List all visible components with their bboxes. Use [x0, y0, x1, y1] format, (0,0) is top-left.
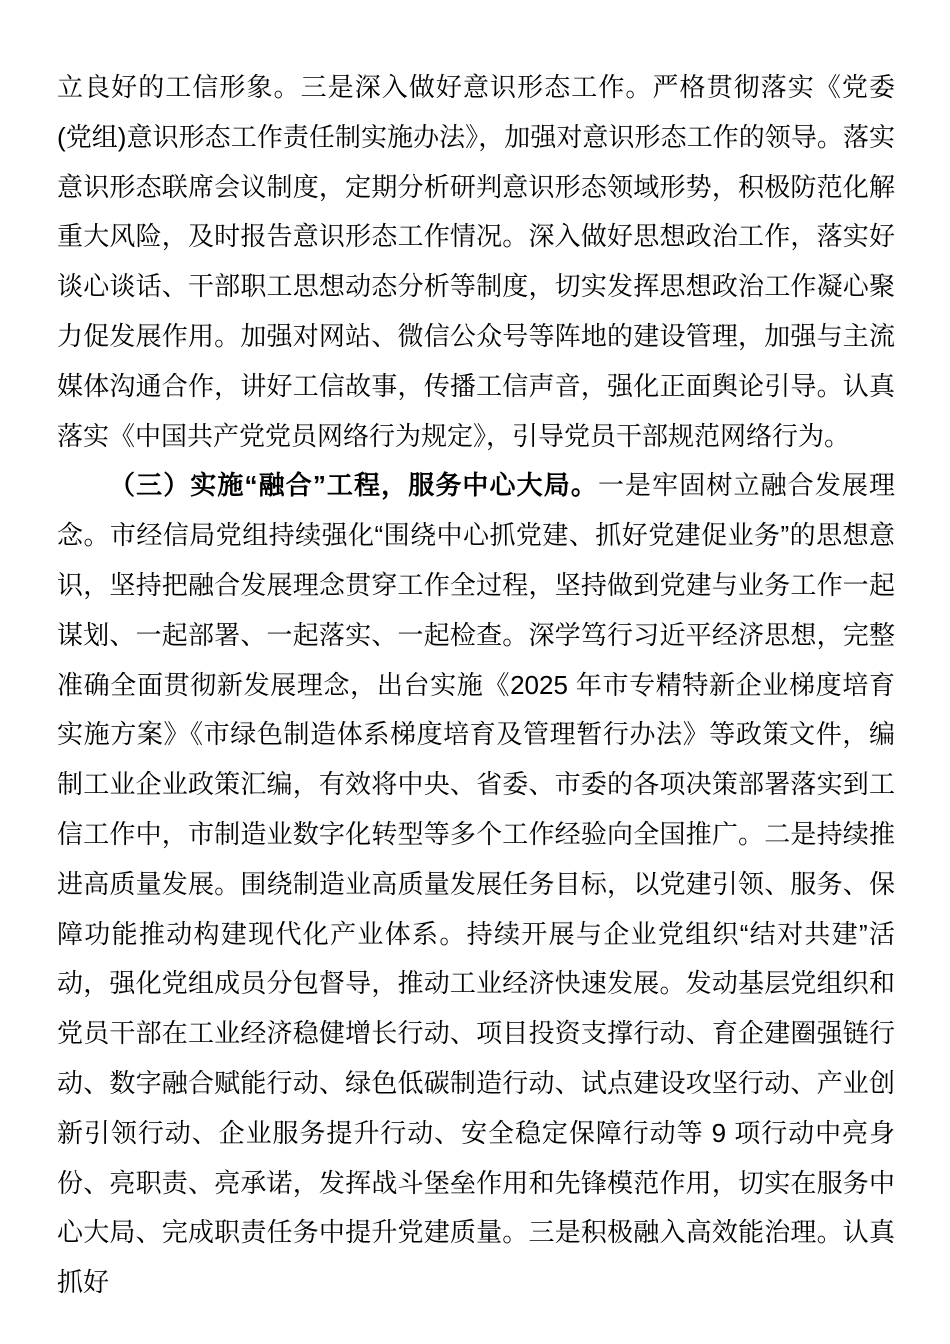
body-paragraph [57, 461, 895, 1308]
paragraph-text: 一是牢固树立融合发展理念。市经信局党组持续强化“围绕中心抓党建、抓好党建促业务”的思想意识，坚持把融合发展理念贯穿工作全过程，坚持做到党建与业务工作一起谋划、一起部署、一起落实、一起检查。深学笃行习近平经济思想，完整准确全面贯彻新发展理念，出台实施《2025 年市专精特新企业梯度培育实施方案》《市绿色制造体系梯度培育及管理暂行办法》等政策文件，编制工业企业政策汇编，有效将中央、省委、市委的各项决策部署落实到工信工作中，市制造业数字化转型等多个工作经验向全国推广。二是持续推进高质量发展。围绕制造业高质量发展任务目标，以党建引领、服务、保障功能推动构建现代化产业体系。持续开展与企业党组织“结对共建”活动，强化党组成员分包督导，推动工业经济快速发展。发动基层党组织和党员干部在工业经济稳健增长行动、项目投资支撑行动、育企建圈强链行动、数字融合赋能行动、绿色低碳制造行动、试点建设攻坚行动、产业创新引领行动、企业服务提升行动、安全稳定保障行动等 9 项行动中亮身份、亮职责、亮承诺，发挥战斗堡垒作用和先锋模范作用，切实在服务中心大局、完成职责任务中提升党建质量。三是积极融入高效能治理。认真抓好 [57, 470, 895, 1298]
body-paragraph [57, 63, 895, 461]
document-body [57, 63, 895, 1308]
section-heading-bold: （三）实施“融合”工程，服务中心大局。 [109, 470, 598, 501]
paragraph-text: 立良好的工信形象。三是深入做好意识形态工作。严格贯彻落实《党委(党组)意识形态工作责任制实施办法》，加强对意识形态工作的领导。落实意识形态联席会议制度，定期分析研判意识形态领域形势，积极防范化解重大风险，及时报告意识形态工作情况。深入做好思想政治工作，落实好谈心谈话、干部职工思想动态分析等制度，切实发挥思想政治工作凝心聚力促发展作用。加强对网站、微信公众号等阵地的建设管理，加强与主流媒体沟通合作，讲好工信故事，传播工信声音，强化正面舆论引导。认真落实《中国共产党党员网络行为规定》，引导党员干部规范网络行为。 [57, 72, 895, 451]
